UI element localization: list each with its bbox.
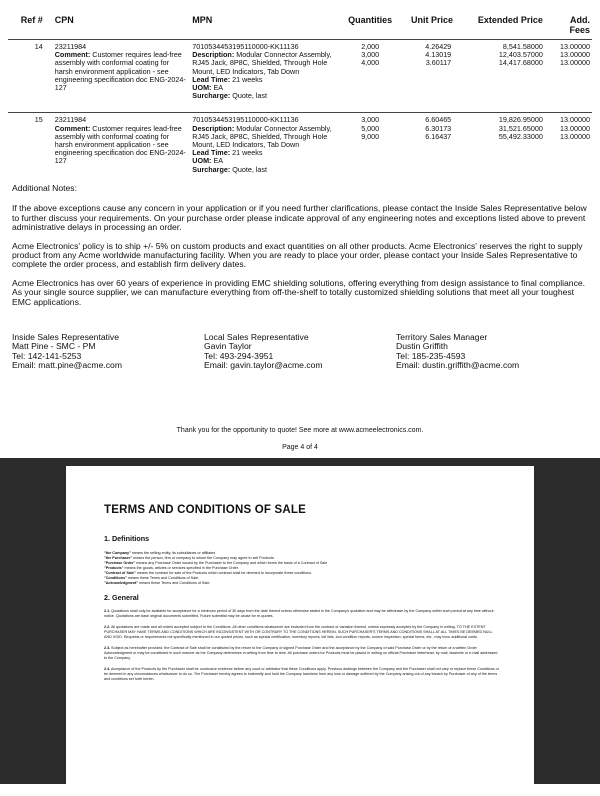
definition-text: means these Terms and Conditions of Sale. xyxy=(138,581,211,585)
surcharge-label: Surcharge: xyxy=(192,164,231,174)
definition-term: "Acknowledgment" xyxy=(104,581,139,585)
rep-tel: Tel: 493-294-3951 xyxy=(204,350,274,361)
clause-number: 2.4. xyxy=(104,667,111,671)
definition-text: means the selling entity, its subsidiaries or affiliates xyxy=(130,551,216,555)
lead-time-label: Lead Time: xyxy=(192,74,231,84)
surcharge-value: Quote, last xyxy=(232,164,267,174)
ext-value: 55,492.33000 xyxy=(498,131,543,141)
territory-sales-manager xyxy=(396,333,588,371)
col-add-fees: Add. Fees xyxy=(569,15,590,35)
ref-number: 14 xyxy=(34,42,43,51)
table-header-row xyxy=(8,15,592,40)
col-qty: Quantities xyxy=(348,15,393,25)
fees-value: 13.00000 xyxy=(560,115,590,125)
ext-value: 19,826.95000 xyxy=(498,115,543,125)
page-footer xyxy=(0,427,600,461)
price-value: 4.26429 xyxy=(425,42,452,51)
cpn-value: 23211984 xyxy=(54,115,87,125)
rep-title: Local Sales Representative xyxy=(204,332,309,342)
surcharge xyxy=(192,92,337,100)
rep-name: Matt Pine - SMC - PM xyxy=(12,341,96,352)
ref-number: 15 xyxy=(8,113,45,186)
terms-page xyxy=(66,466,534,796)
rep-title: Inside Sales Representative xyxy=(12,332,120,342)
definition-text: means these Terms and Conditions of Sale. xyxy=(126,576,200,580)
clause-number: 2.1. xyxy=(104,609,111,613)
surcharge-value: Quote, last xyxy=(232,91,267,101)
lead-time-value: 21 weeks xyxy=(232,148,263,158)
rep-name: Dustin Griffith xyxy=(396,341,448,352)
description-text: Modular Connector Assembly, RJ45 Jack, 8P8C, Shielded, Through Hole Mount, LED Indicators, Tab Down xyxy=(192,50,332,76)
quantities-cell xyxy=(340,113,401,186)
clause xyxy=(104,609,500,619)
qty-value: 5,000 xyxy=(361,123,380,133)
definition-term: "the Purchaser" xyxy=(104,556,133,560)
col-unit-price: Unit Price xyxy=(410,15,453,25)
ext-value: 8,541.58000 xyxy=(502,42,543,51)
cpn-value: 23211984 xyxy=(54,42,87,51)
uom-value: EA xyxy=(213,83,224,93)
comment xyxy=(55,125,189,166)
notes-heading: Additional Notes: xyxy=(12,183,77,193)
quantities-cell xyxy=(340,40,401,113)
rep-name: Gavin Taylor xyxy=(204,341,252,352)
mpn-value: 7010534453195110000-KK11136 xyxy=(192,42,299,51)
definition-term: "Conditions" xyxy=(104,576,127,580)
mpn-value: 7010534453195110000-KK11136 xyxy=(192,115,299,125)
rep-email[interactable]: Email: matt.pine@acme.com xyxy=(12,360,122,371)
rep-tel: Tel: 142-141-5253 xyxy=(12,350,82,361)
qty-value: 3,000 xyxy=(361,115,380,125)
col-ref: Ref # xyxy=(20,15,43,25)
section-general-heading: 2. General xyxy=(104,593,139,602)
uom-label: UOM: xyxy=(192,156,212,166)
description-label: Description: xyxy=(192,123,235,133)
comment-text: Customer requires lead-free assembly with conformal coating for harsh environment application - see engineering specification doc ENG-2024-127 xyxy=(54,50,186,93)
clause-number: 2.2. xyxy=(104,625,111,629)
clause xyxy=(104,667,500,682)
surcharge xyxy=(192,166,337,174)
price-value: 4.13019 xyxy=(425,50,452,60)
thanks-line: Thank you for the opportunity to quote! See more at www.acmeelectronics.com. xyxy=(176,427,424,434)
price-value: 3.60117 xyxy=(425,58,452,68)
page-number: Page 4 of 4 xyxy=(282,444,318,451)
ext-value: 31,521.65000 xyxy=(498,123,543,133)
qty-value: 2,000 xyxy=(361,42,380,51)
unit-price-cell xyxy=(401,113,463,186)
notes-paragraph-2: Acme Electronics' policy is to ship +/- 5% on custom products and exact quantities on all other products. Acme Electronics' reserves the right to supply product from any Acme worldwide manufacturing facility. When you are ready to place your order, please contact your Inside Sales Representative to complete the order process, and establish firm delivery dates. xyxy=(12,240,583,270)
lead-time-value: 21 weeks xyxy=(232,74,263,84)
fees-value: 13.00000 xyxy=(560,50,590,60)
fees-value: 13.00000 xyxy=(560,58,590,68)
add-fees-cell xyxy=(545,40,592,113)
description xyxy=(192,51,337,76)
sales-contacts xyxy=(12,333,588,371)
local-sales-rep xyxy=(204,333,396,371)
definition-text: means the person, firm or company to whom the Company may agree to sell Products. xyxy=(132,556,275,560)
price-value: 6.60465 xyxy=(425,115,452,125)
extended-price-cell xyxy=(463,113,545,186)
terms-title: TERMS AND CONDITIONS OF SALE xyxy=(104,504,306,516)
table-row xyxy=(8,40,592,113)
definition-term: "Purchase Order" xyxy=(104,561,136,565)
definition-term: "Products" xyxy=(104,566,124,570)
col-cpn: CPN xyxy=(54,15,74,25)
col-ext-price: Extended Price xyxy=(477,15,543,25)
general-clauses xyxy=(104,609,500,682)
notes-paragraph-1: If the above exceptions cause any concern in your application or if you need further clarifications, please contact the Inside Sales Representative below to further discuss your requirements. On your purchase order please indicate approval of any engineering notes and exceptions listed above to prevent administrative delays in processing an order. xyxy=(12,203,587,233)
table-row xyxy=(8,113,592,186)
rep-title: Territory Sales Manager xyxy=(396,332,488,342)
cpn-cell xyxy=(45,113,191,186)
clause-text: Acceptance of the Products by the Purchaser shall be conclusive evidence before any court or arbitrator that these Conditions apply. Previous dealings between the Company and the Purchaser shall not vary or replace these Conditions or be deemed in any circumstances whatsoever to do so. The Purchaser hereby agrees to indemnify and hold the Company harmless from any loss or damage suffered by the Company arising out of any breach by Purchaser of any of the terms and conditions set forth herein. xyxy=(104,667,499,681)
col-mpn: MPN xyxy=(192,15,213,25)
clause-number: 2.3. xyxy=(104,646,111,650)
clause-text: Subject as hereinafter provided, the Contract of Sale shall be constituted by the return to the Company of signed Purchase Order and the acceptance by the Company of said Purchase Order or by the return of a written Order Acknowledgment or may be constituted in such manner as the Company determines in writing from time to time. All purchase orders for Products must be placed in writing on official Purchaser letterhead, by mail, facsimile or e-mail addressed to the Company. xyxy=(104,646,498,660)
quote-table xyxy=(8,15,592,186)
qty-value: 3,000 xyxy=(361,50,380,60)
price-value: 6.30173 xyxy=(425,123,452,133)
comment-text: Customer requires lead-free assembly with conformal coating for harsh environment application - see engineering specification doc ENG-2024-127 xyxy=(54,123,186,166)
lead-time-label: Lead Time: xyxy=(192,148,231,158)
clause-text: Quotations shall only be available for acceptance for a minimum period of 30 days from the date thereof unless otherwise stated in the Company's quotation and may be withdrawn by the Company within such period at any time without notice. Quotations are base original documents submitted. Future submittal may be cause for re-quotes. xyxy=(104,609,494,618)
clause xyxy=(104,646,500,661)
definitions-list xyxy=(104,551,500,586)
fees-value: 13.00000 xyxy=(560,42,590,51)
unit-price-cell xyxy=(401,40,463,113)
definition-term: "Contract of Sale" xyxy=(104,571,136,575)
rep-email[interactable]: Email: gavin.taylor@acme.com xyxy=(204,360,323,371)
definition-item xyxy=(104,581,500,586)
comment-label: Comment: xyxy=(54,50,91,60)
definition-text: means the goods, articles or services specified in the Purchase Order. xyxy=(123,566,239,570)
inside-sales-rep xyxy=(12,333,204,371)
rep-email[interactable]: Email: dustin.griffith@acme.com xyxy=(396,360,520,371)
rep-tel: Tel: 185-235-4593 xyxy=(396,350,466,361)
definition-term: "the Company" xyxy=(104,551,131,555)
comment-label: Comment: xyxy=(54,123,91,133)
definition-text: means the contract for sale of the Products which contract shall be deemed to incorporate these conditions. xyxy=(135,571,313,575)
extended-price-cell xyxy=(463,40,545,113)
qty-value: 4,000 xyxy=(361,58,380,68)
mpn-cell xyxy=(190,113,339,186)
price-value: 6.16437 xyxy=(425,131,452,141)
additional-notes xyxy=(12,184,588,316)
qty-value: 9,000 xyxy=(361,131,380,141)
uom-value: EA xyxy=(213,156,224,166)
definition-text: means any Purchase Order issued by the Purchaser to the Company and which forms the basis of a Contract of Sale xyxy=(135,561,328,565)
comment xyxy=(55,51,189,92)
clause-text: All quotations are made and all orders accepted subject to the Conditions. All other conditions whatsoever are excluded from the contract or variation thereof, unless expressly accepted by the Company in writing. TO THE EXTENT PURCHASER MAY HAVE TERMS AND CONDITIONS WHICH ARE INCONSISTENT WITH OR CONTRARY TO THE CONDITIONS HEREIN, SUCH PURCHASER'S TERMS AND CONDITIONS SHALL AT ALL TIMES BE DEEMED NULL AND VOID. Requests or requirements not specifically mentioned in our quoted prices, such as special certification, inventory reports, toll lists, tool condition reports, source inspection, special forms, etc., may incur additional costs. xyxy=(104,625,493,639)
uom-label: UOM: xyxy=(192,83,212,93)
ext-value: 12,403.57000 xyxy=(498,50,543,60)
description xyxy=(192,125,337,150)
section-definitions-heading: 1. Definitions xyxy=(104,534,150,543)
ext-value: 14,417.68000 xyxy=(498,58,543,68)
fees-value: 13.00000 xyxy=(560,123,590,133)
description-label: Description: xyxy=(192,50,235,60)
surcharge-label: Surcharge: xyxy=(192,91,231,101)
add-fees-cell xyxy=(545,113,592,186)
cpn-cell xyxy=(45,40,191,113)
clause xyxy=(104,625,500,640)
description-text: Modular Connector Assembly, RJ45 Jack, 8P8C, Shielded, Through Hole Mount, LED Indicators, Tab Down xyxy=(192,123,332,150)
notes-paragraph-3: Acme Electronics has over 60 years of experience in providing EMC shielding solutions, offering everything from design assistance to final compliance. As your single source supplier, we can manufacture everything from off-the-shelf to totally customized shielding solutions that meet all your toughest EMC applications. xyxy=(12,277,586,307)
fees-value: 13.00000 xyxy=(560,131,590,141)
mpn-cell xyxy=(190,40,339,113)
